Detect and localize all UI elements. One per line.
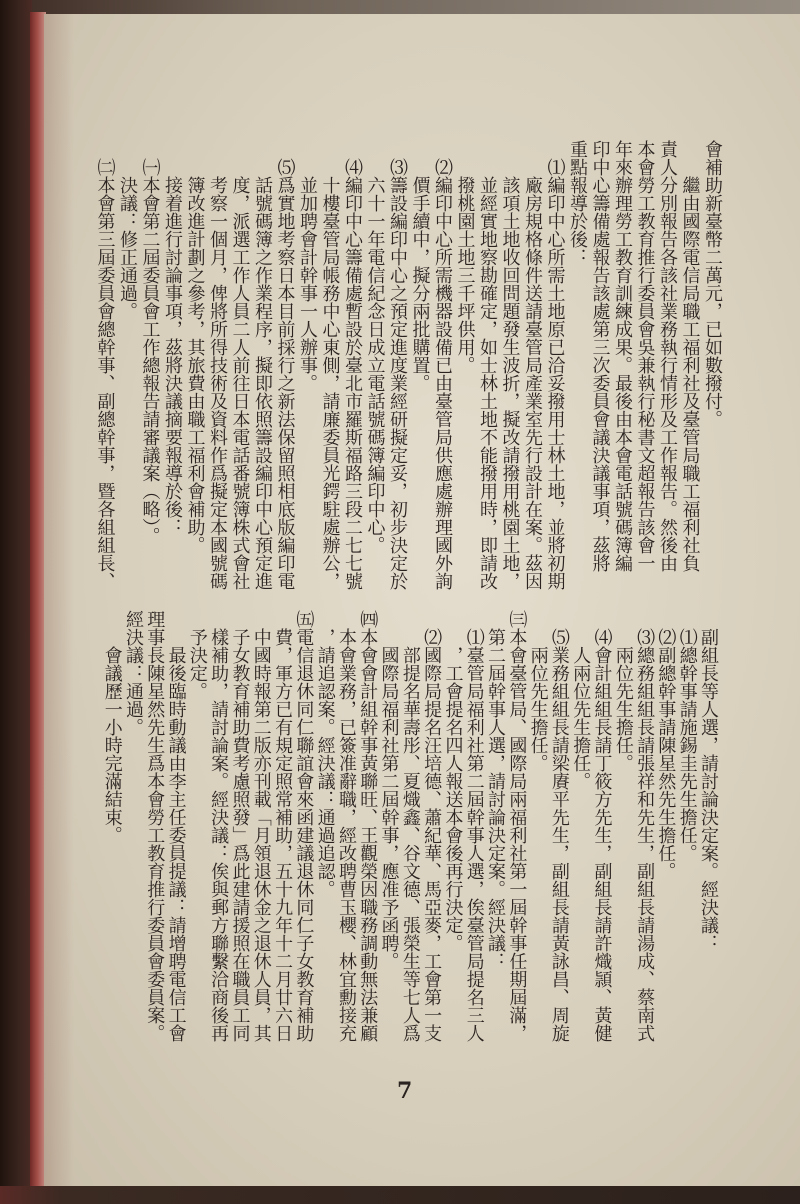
text-column: ㈠本會第二屆委員會工作總報告請審議案（略）。 [139, 158, 161, 545]
motion-3-item-2 [378, 592, 442, 1052]
report-item-2 [408, 140, 453, 600]
closing-paragraph [101, 592, 122, 1052]
resolution-item-1 [676, 592, 697, 1052]
text-column: 會補助新臺幣二萬元，已如數撥付。 [702, 140, 723, 428]
text-column: 印中心籌備處報告該處第三次委員會議決議事項，茲將 [589, 140, 611, 572]
book-cover-edge [0, 0, 32, 1204]
text-column: ⑴編印中心所需土地原已洽妥撥用士林土地，並將初期 [544, 158, 566, 590]
resolution-item-4 [570, 592, 613, 1052]
text-column: ，工會提名四人報送本會後再行決定。 [442, 646, 464, 952]
text-column: ㈢本會臺管局、國際局兩福利社第一屆幹事任期屆滿， [506, 610, 528, 1042]
text-column: 兩位先生擔任。 [612, 646, 634, 772]
discussion-intro [161, 140, 184, 600]
text-column: 樣補助，請討論案。經決議：俟與郵方聯繫洽商後再 [208, 628, 230, 1042]
text-column: 兩位先生擔任。 [527, 646, 549, 772]
upper-tier [91, 140, 723, 600]
report-item-5 [183, 140, 296, 600]
resolution-item-2 [655, 592, 676, 1052]
text-column: 副組長等人選，請討論決定案。經決議： [698, 628, 719, 952]
lower-tier [99, 592, 719, 1052]
scan-bottom-edge [0, 1186, 800, 1204]
text-column: 決議：修正通過。 [117, 176, 138, 320]
text-column: ㈤電信退休同仁聯誼會來函建議退休同仁子女教育補助 [293, 610, 315, 1042]
motion-1 [116, 140, 161, 600]
text-column: 子女教育補助費考慮照發」爲此建請援照在職員工同 [229, 628, 251, 1042]
text-column: ⑸爲實地考察日本目前採行之新法保留照相底版編印電 [274, 158, 296, 590]
report-item-4 [296, 140, 364, 600]
text-column: 該項土地收回問題發生波折，擬改請撥用桃園土地， [499, 176, 521, 590]
text-column: 理事長陳星然先生爲本會勞工教育推行委員會委員案。 [144, 610, 166, 1042]
report-item-1 [453, 140, 566, 600]
text-column: ，請追認案。經決議：通過追認。 [314, 628, 336, 898]
gutter-shadow [44, 14, 74, 1186]
resolution-item-3 [613, 592, 656, 1052]
text-column: 最後臨時動議由李主任委員提議：請增聘電信工會 [165, 646, 187, 1042]
continued-paragraph [701, 140, 724, 600]
text-column: 重點報導於後： [567, 140, 588, 266]
text-column: 本會勞工教育推行委員會吳兼執行秘書文超報告該會一 [634, 140, 656, 572]
text-column: 第二屆幹事人選，請討論決定案。經決議： [485, 628, 507, 970]
text-column: ⑴臺管局福利社第二屆幹事人選，俟臺管局提名三人 [463, 628, 485, 1042]
motion-4 [314, 592, 378, 1052]
text-column: 本會業務，已簽准辭職，經改聘曹玉櫻、林宜勳接充 [335, 628, 357, 1042]
motion-3-item-1 [442, 592, 485, 1052]
reports-paragraph [566, 140, 701, 600]
text-column: 考察一個月，俾將所得技術及資料作爲擬定本國號碼 [207, 176, 228, 590]
page-number: 7 [397, 1078, 413, 1104]
motion-2-start [93, 140, 116, 600]
text-column: ⑸業務組組長請梁賡平先生，副組長請黃詠昌、周旋 [548, 628, 570, 1042]
text-column: ⑶總務組組長請張祥和先生，副組長請湯成、蔡南式 [634, 628, 656, 1042]
text-column: 予決定。 [186, 628, 208, 700]
extempore-motion [123, 592, 187, 1052]
text-column: 廠房規格條件送請臺管局產業室先行設計在案。茲因 [522, 176, 543, 590]
text-column: ㈣本會會計組幹事黃聯旺、王觀榮因職務調動無法兼顧 [357, 610, 379, 1042]
text-column: 並經實地察勘確定，如士林土地不能撥用時，即請改 [477, 176, 498, 590]
text-column: 人兩位先生擔任。 [570, 646, 592, 790]
text-column: 價手續中，擬分兩批購置。 [409, 176, 431, 392]
text-column: 六十一年電信紀念日成立電話號碼簿編印中心。 [364, 176, 386, 554]
text-column: 部提名華壽彤、夏熾鑫、谷文德、張榮生等七人爲 [399, 646, 421, 1042]
text-column: 國際局福利社第二屆幹事，應准予函聘。 [378, 646, 400, 970]
text-column: 費，軍方已有規定照常補助，五十九年十二月廿六日 [272, 628, 294, 1042]
text-column: 會議歷一小時完滿結束。 [101, 646, 123, 844]
text-column: 中國時報第二版亦刊載「月領退休金之退休人員，其 [250, 628, 272, 1042]
motion-3 [485, 592, 528, 1052]
text-column: 年來辦理勞工教育訓練成果。最後由本會電話號碼簿編 [612, 140, 633, 572]
text-column: ⑴總幹事請施錫圭先生擔任。 [676, 628, 698, 862]
text-column: ㈡本會第三屆委員會總幹事、副總幹事，暨各組組長、 [94, 158, 116, 590]
text-column: ⑵副總幹事請陳星然先生擔任。 [655, 628, 677, 880]
text-column: 經決議：通過。 [122, 610, 144, 736]
text-column: 簿改進計劃之參考，其旅費由職工福利會補助。 [184, 176, 206, 554]
text-column: 度，派選工作人員二人前往日本電話番號簿株式會社 [229, 176, 251, 590]
text-column: 責人分別報告各該社業務執行情形及工作報告。然後由 [657, 140, 678, 572]
text-column: 十樓臺管局帳務中心東側，請廉委員光鍔駐處辦公， [319, 176, 341, 590]
text-column: ⑵國際局提名汪培德、蕭紀華、馬亞麥，工會第一支 [421, 628, 443, 1042]
resolution-item-5 [527, 592, 570, 1052]
text-column: ⑵編印中心所需機器設備已由臺管局供應處辦理國外詢 [432, 158, 453, 590]
motion-2-continued [698, 592, 719, 1052]
motion-5 [187, 592, 315, 1052]
text-column: ⑶籌設編印中心之預定進度業經研擬定妥，初步決定於 [387, 158, 408, 590]
report-item-3 [363, 140, 408, 600]
text-column: 繼由國際電信局職工福利社及臺管局職工福利社負 [679, 176, 701, 572]
text-column: 並加聘會計幹事一人辦事。 [297, 176, 318, 392]
text-column: ⑷會計組組長請丁筱方先生，副組長請許熾頴、黃健 [591, 628, 613, 1042]
text-column: 話號碼簿之作業程序，擬即依照籌設編印中心預定進 [252, 176, 273, 590]
text-column: 撥桃園土地三千坪供用。 [454, 176, 476, 374]
text-column: ⑷編印中心籌備處暫設於臺北市羅斯福路三段二七七號 [342, 158, 363, 590]
text-column: 接着進行討論事項，茲將決議摘要報導於後： [162, 176, 183, 536]
